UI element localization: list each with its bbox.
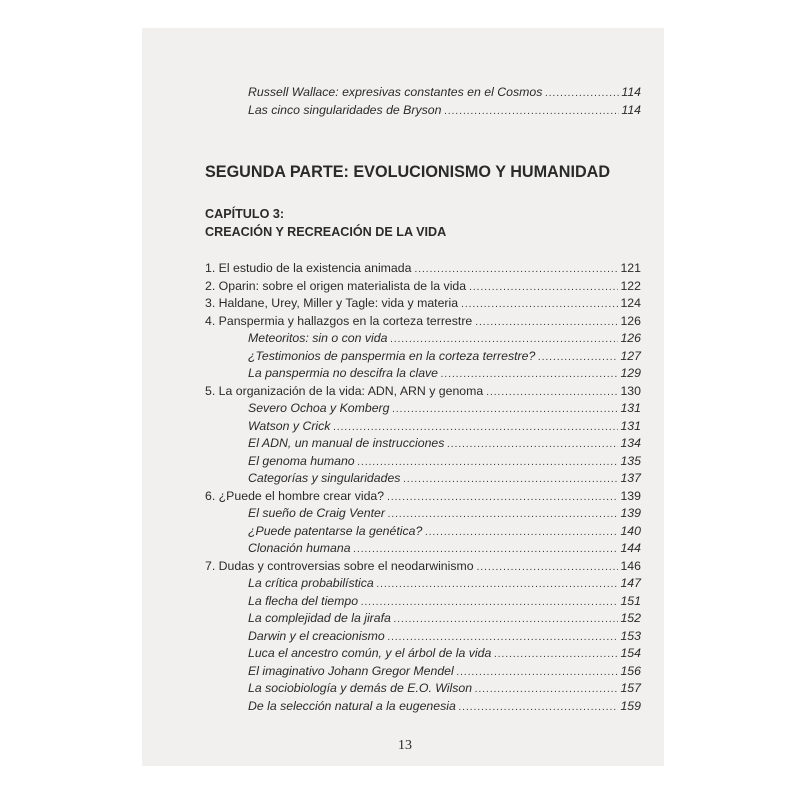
entry-title: Luca el ancestro común, y el árbol de la vida	[248, 646, 492, 660]
toc-entry	[205, 558, 641, 575]
dot-leader	[333, 419, 618, 436]
entry-title: Darwin y el creacionismo	[248, 628, 385, 643]
dot-leader	[388, 506, 619, 523]
dot-leader	[388, 629, 619, 646]
dot-leader	[358, 454, 619, 471]
toc-entry	[248, 540, 641, 557]
entry-title: La sociobiología y demás de E.O. Wilson	[248, 681, 473, 695]
entry-title: Russell Wallace: expresivas constantes en el Cosmos	[248, 85, 543, 99]
entry-title: La crítica probabilística	[248, 576, 374, 590]
entry-page: 126	[620, 313, 641, 328]
entry-page: 121	[620, 261, 641, 275]
entry-title: Categorías y singularidades	[248, 471, 401, 485]
entry-title: Clonación humana	[248, 541, 351, 555]
toc-entry	[205, 260, 641, 277]
entry-title: 5. La organización de la vida: ADN, ARN y genoma	[205, 383, 484, 398]
entry-title: 7. Dudas y controversias sobre el neodarwinismo	[205, 558, 474, 573]
entry-page: 127	[620, 348, 641, 363]
part-title: SEGUNDA PARTE: EVOLUCIONISMO Y HUMANIDAD	[205, 163, 611, 181]
entry-title: El sueño de Craig Venter	[248, 506, 385, 520]
entry-title: 6. ¿Puede el hombre crear vida?	[205, 488, 385, 503]
entry-page: 114	[621, 103, 641, 117]
entry-title: El imaginativo Johann Gregor Mendel	[248, 663, 454, 678]
entry-page: 146	[620, 558, 641, 573]
entry-title: El ADN, un manual de instrucciones	[248, 436, 445, 450]
toc-entry	[248, 435, 641, 452]
entry-page: 129	[620, 366, 641, 380]
entry-page: 126	[620, 331, 641, 345]
toc-entry	[248, 84, 641, 101]
entry-title: ¿Testimonios de panspermia en la corteza terrestre?	[248, 348, 536, 363]
dot-leader	[441, 366, 618, 383]
entry-title: 4. Panspermia y hallazgos en la corteza terrestre	[205, 313, 473, 328]
dot-leader	[387, 489, 618, 506]
dot-leader	[394, 611, 619, 628]
entry-title: 3. Haldane, Urey, Miller y Tagle: vida y materia	[205, 296, 459, 310]
dot-leader	[425, 524, 618, 541]
toc-entry	[248, 102, 641, 119]
dot-leader	[477, 559, 619, 576]
entry-title: ¿Puede patentarse la genética?	[248, 523, 423, 538]
entry-page: 154	[620, 646, 641, 660]
entry-page: 137	[620, 471, 641, 485]
toc-entry	[248, 575, 641, 592]
entry-page: 139	[620, 506, 641, 520]
dot-leader	[377, 576, 619, 593]
entry-page: 157	[620, 681, 641, 695]
entry-page: 152	[620, 611, 641, 625]
toc-entry	[205, 383, 641, 400]
entry-page: 130	[620, 383, 641, 398]
dot-leader	[475, 314, 618, 331]
entry-title: 1. El estudio de la existencia animada	[205, 261, 412, 275]
chapter-number: CAPÍTULO 3:	[205, 207, 285, 221]
entry-page: 156	[620, 663, 641, 678]
dot-leader	[361, 594, 618, 611]
dot-leader	[475, 681, 618, 698]
page-number: 13	[398, 738, 412, 753]
toc-entry	[248, 610, 641, 627]
toc-entry	[248, 365, 641, 382]
dot-leader	[403, 471, 618, 488]
toc-entry	[248, 348, 641, 365]
entry-title: Meteoritos: sin o con vida	[248, 331, 388, 345]
toc-entry	[248, 418, 641, 435]
dot-leader	[414, 261, 618, 278]
dot-leader	[461, 296, 618, 313]
dot-leader	[494, 646, 618, 663]
toc-entry	[248, 470, 641, 487]
toc-entry	[248, 400, 641, 417]
dot-leader	[469, 279, 618, 296]
toc-entry	[248, 698, 641, 715]
toc-entry	[205, 278, 641, 295]
entry-page: 159	[620, 698, 641, 713]
entry-page: 139	[620, 488, 641, 503]
entry-title: La flecha del tiempo	[248, 593, 359, 608]
dot-leader	[538, 349, 618, 366]
entry-page: 134	[620, 436, 641, 450]
dot-leader	[459, 699, 619, 716]
dot-leader	[486, 384, 618, 401]
dot-leader	[545, 85, 619, 102]
entry-page: 151	[620, 593, 641, 608]
entry-page: 135	[620, 453, 641, 468]
dot-leader	[354, 541, 619, 558]
dot-leader	[447, 436, 618, 453]
entry-title: 2. Oparin: sobre el origen materialista de la vida	[205, 278, 467, 293]
entry-page: 131	[620, 401, 641, 415]
entry-page: 122	[620, 278, 641, 293]
entry-page: 114	[621, 85, 641, 99]
entry-title: Severo Ochoa y Komberg	[248, 401, 390, 415]
dot-leader	[393, 401, 619, 418]
toc-entry	[248, 330, 641, 347]
toc-entry	[248, 680, 641, 697]
toc-entry	[248, 523, 641, 540]
dot-leader	[457, 664, 619, 681]
toc-entry	[248, 628, 641, 645]
entry-page: 147	[620, 576, 641, 590]
dot-leader	[390, 331, 618, 348]
entry-page: 140	[620, 523, 641, 538]
toc-entry	[205, 313, 641, 330]
entry-page: 131	[620, 418, 641, 433]
entry-page: 153	[620, 628, 641, 643]
entry-page: 124	[620, 296, 641, 310]
entry-title: La panspermia no descifra la clave	[248, 366, 439, 380]
toc-entry	[248, 593, 641, 610]
entry-title: Watson y Crick	[248, 418, 331, 433]
toc-entry	[248, 453, 641, 470]
entry-title: Las cinco singularidades de Bryson	[248, 103, 442, 117]
entry-title: El genoma humano	[248, 453, 355, 468]
entry-title: De la selección natural a la eugenesia	[248, 698, 456, 713]
entry-page: 144	[620, 541, 641, 555]
dot-leader	[444, 103, 619, 120]
entry-title: La complejidad de la jirafa	[248, 611, 391, 625]
toc-entry	[248, 663, 641, 680]
toc-entry	[205, 295, 641, 312]
toc-entry	[205, 488, 641, 505]
toc-entry	[248, 645, 641, 662]
toc-entry	[248, 505, 641, 522]
chapter-title: CREACIÓN Y RECREACIÓN DE LA VIDA	[205, 225, 447, 239]
